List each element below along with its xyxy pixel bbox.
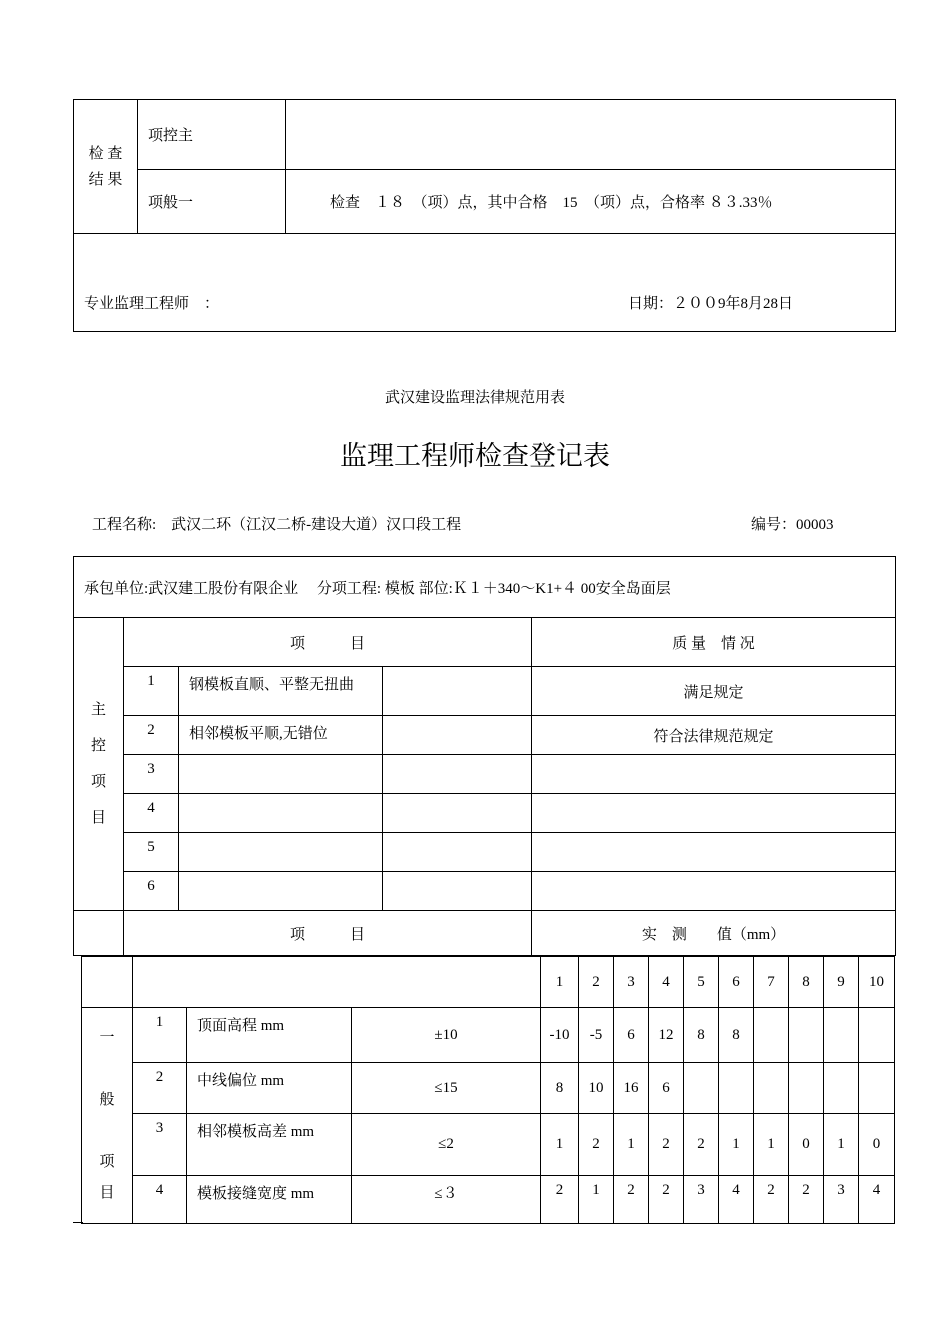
table-row [82,1063,895,1114]
measure-value: 8 [541,1063,579,1114]
item-no: 3 [124,755,179,794]
item-name: 顶面高程 mm [187,1008,352,1063]
item-tolerance: ±10 [352,1008,541,1063]
form-number: 编号：00003 [751,517,834,533]
column-number: 6 [719,957,754,1008]
measure-value: 6 [614,1008,649,1063]
measure-value: 1 [614,1114,649,1176]
engineer-label: 专业监理工程师 ： [84,296,220,312]
item-blank [383,755,532,794]
item-name: 相邻模板平顺,无错位 [179,716,383,755]
table-row [82,1176,895,1224]
measure-value: 1 [754,1114,789,1176]
table-row [82,1008,895,1063]
table-row [74,872,896,911]
item-quality: 满足规定 [532,667,896,716]
measure-value: 2 [541,1176,579,1224]
column-number: 7 [754,957,789,1008]
column-number: 9 [824,957,859,1008]
signature-row [74,234,896,332]
item-no: 2 [124,716,179,755]
item-no: 4 [124,794,179,833]
item-name: 中线偏位 mm [187,1063,352,1114]
quality-header: 质 量 情 况 [532,618,896,667]
item-quality [532,833,896,872]
measure-value [824,1063,859,1114]
item-no: 5 [124,833,179,872]
item-name [179,833,383,872]
item-no: 6 [124,872,179,911]
measure-value: -5 [579,1008,614,1063]
item-no: 1 [124,667,179,716]
item-name: 相邻模板高差 mm [187,1114,352,1176]
measure-value: 1 [579,1176,614,1224]
measure-value: 2 [579,1114,614,1176]
item-header: 项 目 [124,618,532,667]
item-no: 3 [133,1114,187,1176]
table-row [74,755,896,794]
general-value: 检查 １８ （项）点，其中合格 15 （项）点，合格率 ８３.33％ [286,170,896,234]
measurement-table [81,956,895,1224]
main-section-label: 主 控 项 目 [74,618,124,911]
column-number: 8 [789,957,824,1008]
main-control-table [73,556,896,956]
measure-value: 1 [719,1114,754,1176]
blank-cell [74,911,124,956]
item-tolerance: ≤15 [352,1063,541,1114]
measure-value [824,1008,859,1063]
column-header-row [82,957,895,1008]
measure-value [789,1008,824,1063]
result-table [73,99,896,332]
main-control-label: 项控主 [138,100,286,170]
blank-cell [133,957,541,1008]
measure-value: 4 [719,1176,754,1224]
measure-value: 3 [684,1176,719,1224]
project-name: 工程名称: 武汉二环（江汉二桥-建设大道）汉口段工程 [92,517,462,533]
measure-value: 8 [719,1008,754,1063]
item-quality [532,794,896,833]
item-blank [383,833,532,872]
measure-value: 2 [649,1176,684,1224]
item-no: 1 [133,1008,187,1063]
measure-value: 4 [859,1176,895,1224]
measure-value: -10 [541,1008,579,1063]
measure-value [684,1063,719,1114]
measure-value: 1 [541,1114,579,1176]
column-number: 5 [684,957,719,1008]
measure-item-header: 项 目 [124,911,532,956]
column-number: 1 [541,957,579,1008]
form-title: 监理工程师检查登记表 [340,441,610,472]
item-no: 4 [133,1176,187,1224]
form-subtitle: 武汉建设监理法律规范用表 [384,390,565,406]
measure-value [754,1063,789,1114]
table-row [74,833,896,872]
measure-value: 16 [614,1063,649,1114]
date-label: 日期：２００9年8月28日 [628,296,794,312]
item-blank [383,667,532,716]
item-blank [383,716,532,755]
measure-value: 2 [684,1114,719,1176]
measure-value: 1 [824,1114,859,1176]
measure-value: 0 [859,1114,895,1176]
item-name [179,794,383,833]
measure-value [789,1063,824,1114]
measure-value: 3 [824,1176,859,1224]
table-row [74,667,896,716]
general-label: 项般一 [138,170,286,234]
measure-value: 8 [684,1008,719,1063]
measure-value [754,1008,789,1063]
column-number: 2 [579,957,614,1008]
item-name [179,872,383,911]
blank-cell [82,957,133,1008]
item-tolerance: ≤2 [352,1114,541,1176]
measure-value [859,1008,895,1063]
bottom-rule [73,1222,83,1223]
column-number: 10 [859,957,895,1008]
main-control-value [286,100,896,170]
table-row [74,716,896,755]
measure-value: 12 [649,1008,684,1063]
measure-value: 10 [579,1063,614,1114]
item-name: 模板接缝宽度 mm [187,1176,352,1224]
measure-value: 2 [754,1176,789,1224]
table-row [74,794,896,833]
item-name: 钢模板直顺、平整无扭曲 [179,667,383,716]
contractor-line: 承包单位:武汉建工股份有限企业 分项工程: 模板 部位:Ｋ１＋340～K1+４ 00安全岛面层 [74,557,896,618]
column-number: 3 [614,957,649,1008]
measure-value: 2 [789,1176,824,1224]
measure-value [719,1063,754,1114]
column-number: 4 [649,957,684,1008]
item-quality [532,872,896,911]
measure-value: 0 [789,1114,824,1176]
item-name [179,755,383,794]
general-section-label: 一 般 项 目 [82,1008,133,1224]
measure-header: 实 测 值（mm） [532,911,896,956]
measure-value: 6 [649,1063,684,1114]
table-row [82,1114,895,1176]
item-tolerance: ≤３ [352,1176,541,1224]
item-quality [532,755,896,794]
item-no: 2 [133,1063,187,1114]
check-result-label: 检 查 结 果 [74,100,138,234]
item-quality: 符合法律规范规定 [532,716,896,755]
measure-value: 2 [649,1114,684,1176]
measure-value: 2 [614,1176,649,1224]
item-blank [383,794,532,833]
item-blank [383,872,532,911]
measure-value [859,1063,895,1114]
